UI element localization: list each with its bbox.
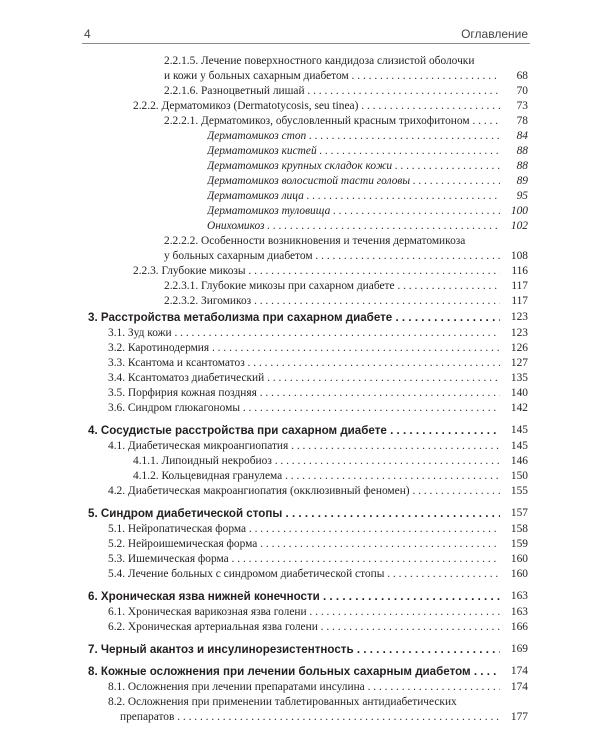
page-ref: 166 (510, 621, 528, 633)
page-ref: 157 (510, 507, 528, 519)
page-ref: 174 (510, 681, 528, 693)
page-ref: 116 (511, 265, 528, 277)
toc-entry[interactable]: 8.2. Осложнения при применении таблетированных антидиабетических (108, 696, 457, 708)
toc-chapter[interactable]: 8. Кожные осложнения при лечении больных сахарным диабетом . . . 174 (0, 664, 600, 679)
running-title: Оглавление (461, 27, 528, 41)
page-ref: 160 (510, 568, 528, 580)
toc-entry[interactable]: 4.1.2. Кольцевидная гранулема . . . 150 (0, 469, 600, 484)
page-ref: 163 (510, 590, 528, 602)
page-ref: 140 (510, 387, 528, 399)
toc-entry[interactable]: 3.5. Порфирия кожная поздняя . . . 140 (0, 386, 600, 401)
toc-chapter[interactable]: 7. Черный акантоз и инсулинорезистентность . . . 169 (0, 642, 600, 657)
toc-entry[interactable]: Дерматомикоз стоп . . . 84 (0, 129, 600, 144)
page-ref: 145 (510, 424, 528, 436)
page-ref: 123 (510, 327, 528, 339)
page-ref: 68 (516, 70, 528, 82)
toc-entry[interactable]: Дерматомикоз кистей . . . 88 (0, 144, 600, 159)
page-ref: 127 (510, 357, 528, 369)
toc-entry[interactable]: 4.1.1. Липоидный некробиоз . . . 146 (0, 454, 600, 469)
toc-entry[interactable]: Дерматомикоз крупных складок кожи . . . 88 (0, 159, 600, 174)
toc-entry[interactable]: у больных сахарным диабетом . . . 108 (0, 249, 600, 264)
page-ref: 123 (510, 311, 528, 323)
toc-entry[interactable]: препаратов . . . 177 (0, 710, 600, 725)
toc-entry[interactable]: 4.2. Диабетическая макроангиопатия (окклюзивный феномен) . . . 155 (0, 484, 600, 499)
toc-chapter[interactable]: 4. Сосудистые расстройства при сахарном диабете . . . 145 (0, 423, 600, 438)
page-ref: 89 (516, 175, 528, 187)
page-ref: 135 (510, 372, 528, 384)
page-ref: 163 (510, 606, 528, 618)
page-ref: 102 (510, 220, 528, 232)
toc-entry[interactable]: 5.2. Нейроишемическая форма . . . 159 (0, 537, 600, 552)
page-ref: 88 (516, 160, 528, 172)
page-ref: 150 (510, 470, 528, 482)
page-ref: 78 (516, 115, 528, 127)
toc-entry[interactable]: 3.4. Ксантоматоз диабетический . . . 135 (0, 371, 600, 386)
toc-entry[interactable]: 3.2. Каротинодермия . . . 126 (0, 341, 600, 356)
toc-chapter[interactable]: 3. Расстройства метаболизма при сахарном диабете . . . 123 (0, 310, 600, 325)
toc-entry[interactable]: Дерматомикоз волосистой тасти головы . . . 89 (0, 174, 600, 189)
toc-chapter[interactable]: 5. Синдром диабетической стопы . . . 157 (0, 506, 600, 521)
page-ref: 169 (510, 643, 528, 655)
toc-entry[interactable]: и кожи у больных сахарным диабетом . . . 68 (0, 69, 600, 84)
page-ref: 158 (510, 523, 528, 535)
toc-entry[interactable]: 2.2.2. Дерматомикоз (Dermatotycosis, seu tinea) . . . 73 (0, 99, 600, 114)
page-ref: 146 (510, 455, 528, 467)
page-ref: 160 (510, 553, 528, 565)
toc-entry[interactable]: 3.1. Зуд кожи . . . 123 (0, 326, 600, 341)
toc-entry[interactable]: 2.2.2.2. Особенности возникновения и течения дерматомикоза (164, 235, 466, 247)
toc-chapter[interactable]: 6. Хроническая язва нижней конечности . . . 163 (0, 589, 600, 604)
page-ref: 159 (510, 538, 528, 550)
page-ref: 88 (516, 145, 528, 157)
toc-entry[interactable]: 2.2.3.2. Зигомикоз . . . 117 (0, 294, 600, 309)
toc-entry[interactable]: 2.2.3.1. Глубокие микозы при сахарном диабете . . . 117 (0, 279, 600, 294)
toc-entry[interactable]: 3.3. Ксантома и ксантоматоз . . . 127 (0, 356, 600, 371)
toc-entry[interactable]: 5.3. Ишемическая форма . . . 160 (0, 552, 600, 567)
page-ref: 100 (510, 205, 528, 217)
page-ref: 145 (510, 440, 528, 452)
page-ref: 73 (516, 100, 528, 112)
toc-entry[interactable]: 3.6. Синдром глюкагономы . . . 142 (0, 401, 600, 416)
running-header (82, 25, 530, 44)
toc-entry[interactable]: 5.4. Лечение больных с синдромом диабетической стопы . . . 160 (0, 567, 600, 582)
toc-entry[interactable]: 4.1. Диабетическая микроангиопатия . . . 145 (0, 439, 600, 454)
page-ref: 117 (511, 280, 528, 292)
page-ref: 155 (510, 485, 528, 497)
toc-entry[interactable]: 2.2.3. Глубокие микозы . . . 116 (0, 264, 600, 279)
toc-entry[interactable]: Онихомикоз . . . 102 (0, 219, 600, 234)
page-ref: 142 (510, 402, 528, 414)
toc-entry[interactable]: 6.1. Хроническая варикозная язва голени . . . 163 (0, 605, 600, 620)
page-number: 4 (84, 27, 91, 41)
toc-entry[interactable]: Дерматомикоз туловища . . . 100 (0, 204, 600, 219)
page-ref: 108 (510, 250, 528, 262)
page-ref: 95 (516, 190, 528, 202)
page-ref: 70 (516, 85, 528, 97)
toc-entry[interactable]: 5.1. Нейропатическая форма . . . 158 (0, 522, 600, 537)
page-ref: 84 (516, 130, 528, 142)
toc-entry[interactable]: 2.2.1.5. Лечение поверхностного кандидоза слизистой оболочки (164, 55, 475, 67)
toc-entry[interactable]: 6.2. Хроническая артериальная язва голени . . . 166 (0, 620, 600, 635)
toc-entry[interactable]: Дерматомикоз лица . . . 95 (0, 189, 600, 204)
toc-entry[interactable]: 2.2.1.6. Разноцветный лишай . . . 70 (0, 84, 600, 99)
page-ref: 126 (510, 342, 528, 354)
page-ref: 177 (510, 711, 528, 723)
page-ref: 174 (510, 665, 528, 677)
toc-entry[interactable]: 8.1. Осложнения при лечении препаратами инсулина . . . 174 (0, 680, 600, 695)
page-ref: 117 (511, 295, 528, 307)
toc-entry[interactable]: 2.2.2.1. Дерматомикоз, обусловленный красным трихофитоном . . . 78 (0, 114, 600, 129)
